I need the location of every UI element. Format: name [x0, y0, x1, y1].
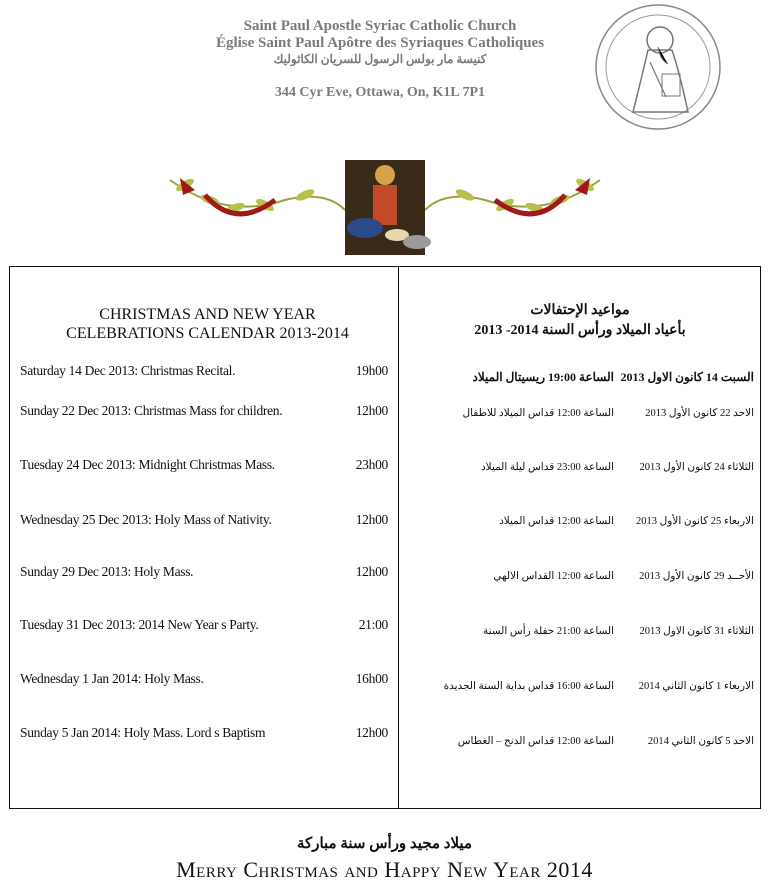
nativity-garland-icon	[165, 150, 605, 260]
english-event: Sunday 29 Dec 2013: Holy Mass.	[20, 564, 194, 579]
arabic-event: الساعة 12:00 قداس الدنح – الغطاس	[457, 736, 614, 747]
arabic-event: الساعة 12:00 القداس الالهي	[493, 571, 614, 582]
arabic-event: الساعة 12:00 قداس الميلاد للاطفال	[462, 408, 614, 419]
saint-paul-seal-icon	[588, 2, 728, 132]
arabic-greeting: ميلاد مجيد ورأس سنة مباركة	[297, 836, 472, 852]
column-divider	[398, 267, 399, 808]
english-time: 19h00	[355, 363, 388, 378]
church-header	[170, 18, 590, 101]
english-event: Wednesday 1 Jan 2014: Holy Mass.	[20, 671, 204, 686]
english-time: 21:00	[358, 617, 388, 632]
arabic-event: الساعة 19:00 ريسيتال الميلاد	[472, 370, 614, 384]
arabic-event: الساعة 21:00 حفلة رأس السنة	[483, 626, 614, 637]
english-greeting: Merry Christmas and Happy New Year 2014	[176, 857, 593, 882]
english-time: 12h00	[355, 403, 388, 418]
church-address: 344 Cyr Eve, Ottawa, On, K1L 7P1	[274, 85, 486, 100]
church-name-english: Saint Paul Apostle Syriac Catholic Church	[243, 18, 517, 34]
arabic-date: السبت 14 كانون الاول 2013	[620, 370, 754, 384]
arabic-event: الساعة 23:00 قداس ليلة الميلاد	[480, 462, 614, 473]
arabic-date: الاحد 5 كانون الثاني 2014	[647, 736, 754, 747]
arabic-date: الاربعاء 25 كانون الأول 2013	[636, 516, 754, 527]
english-time: 12h00	[355, 725, 388, 740]
english-calendar-title: CHRISTMAS AND NEW YEAR CELEBRATIONS CALENDAR 2013-2014	[66, 306, 349, 342]
arabic-date: الاحد 22 كانون الأول 2013	[645, 408, 754, 419]
english-event: Tuesday 31 Dec 2013: 2014 New Year s Party.	[20, 617, 259, 632]
arabic-event: الساعة 12:00 قداس الميلاد	[499, 516, 614, 527]
arabic-calendar-title: مواعيد الإحتفالات بأعياد الميلاد ورأس السنة 2014- 2013	[474, 303, 686, 338]
arabic-date: الاربعاء 1 كانون الثاني 2014	[638, 681, 754, 692]
english-event: Saturday 14 Dec 2013: Christmas Recital.	[20, 363, 236, 378]
english-event: Wednesday 25 Dec 2013: Holy Mass of Nativity.	[20, 512, 272, 527]
celebrations-calendar-table	[9, 266, 761, 809]
english-event: Tuesday 24 Dec 2013: Midnight Christmas Mass.	[20, 457, 275, 472]
english-event: Sunday 22 Dec 2013: Christmas Mass for children.	[20, 403, 283, 418]
church-name-arabic: كنيسة مار بولس الرسول للسريان الكاثوليك	[273, 52, 487, 66]
arabic-date: الثلاثاء 31 كانون الاول 2013	[639, 626, 754, 637]
arabic-date: الثلاثاء 24 كانون الأول 2013	[639, 462, 754, 473]
english-time: 12h00	[355, 512, 388, 527]
arabic-event: الساعة 16:00 قداس بداية السنة الجديدة	[443, 681, 614, 692]
english-time: 23h00	[355, 457, 388, 472]
english-time: 16h00	[355, 671, 388, 686]
arabic-date: الأحــد 29 كانون الأول 2013	[639, 571, 754, 582]
english-event: Sunday 5 Jan 2014: Holy Mass. Lord s Baptism	[20, 725, 266, 740]
church-name-french: Église Saint Paul Apôtre des Syriaques Catholiques	[215, 35, 545, 51]
english-time: 12h00	[355, 564, 388, 579]
